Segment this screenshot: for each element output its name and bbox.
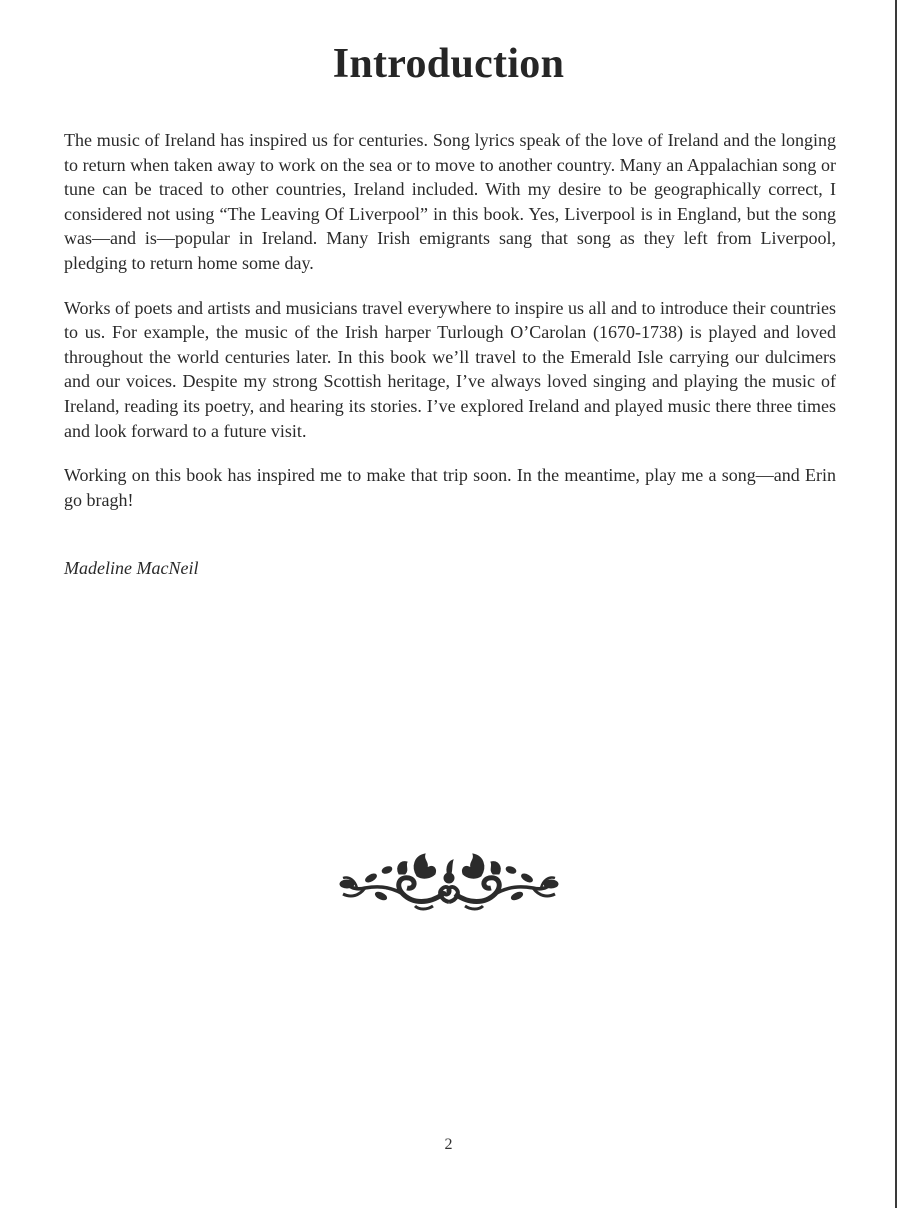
paragraph-3: Working on this book has inspired me to make that trip soon. In the meantime, play me a song—and Erin go bragh! (64, 465, 836, 510)
paragraph-2: Works of poets and artists and musicians travel everywhere to inspire us all and to introduce their countries to us. For example, the music of the Irish harper Turlough O’Carolan (1670-1738) is played and loved throughout the world centuries later. In this book we’ll travel to the Emerald Isle carrying our dulcimers and our voices. Despite my strong Scottish heritage, I’ve always loved singing and playing the music of Ireland, reading its poetry, and hearing its stories. I’ve explored Ireland and played music there three times and look forward to a future visit. (64, 297, 836, 441)
page-number: 2 (444, 1136, 453, 1153)
floral-vine-ornament-icon (337, 848, 561, 914)
author-signature: Madeline MacNeil (64, 558, 199, 578)
paragraph-1: The music of Ireland has inspired us for centuries. Song lyrics speak of the love of Ireland and the longing to return when taken away to work on the sea or to move to another country. Many an Appalachian song or tune can be traced to other countries, Ireland included. With my desire to be geographically correct, I considered not using “The Leaving Of Liverpool” in this book. Yes, Liverpool is in England, but the song was—and is—popular in Ireland. Many Irish emigrants sang that song as they left from Liverpool, pledging to return home some day. (64, 130, 836, 273)
page-title: Introduction (332, 41, 565, 87)
introduction-body (64, 128, 836, 532)
